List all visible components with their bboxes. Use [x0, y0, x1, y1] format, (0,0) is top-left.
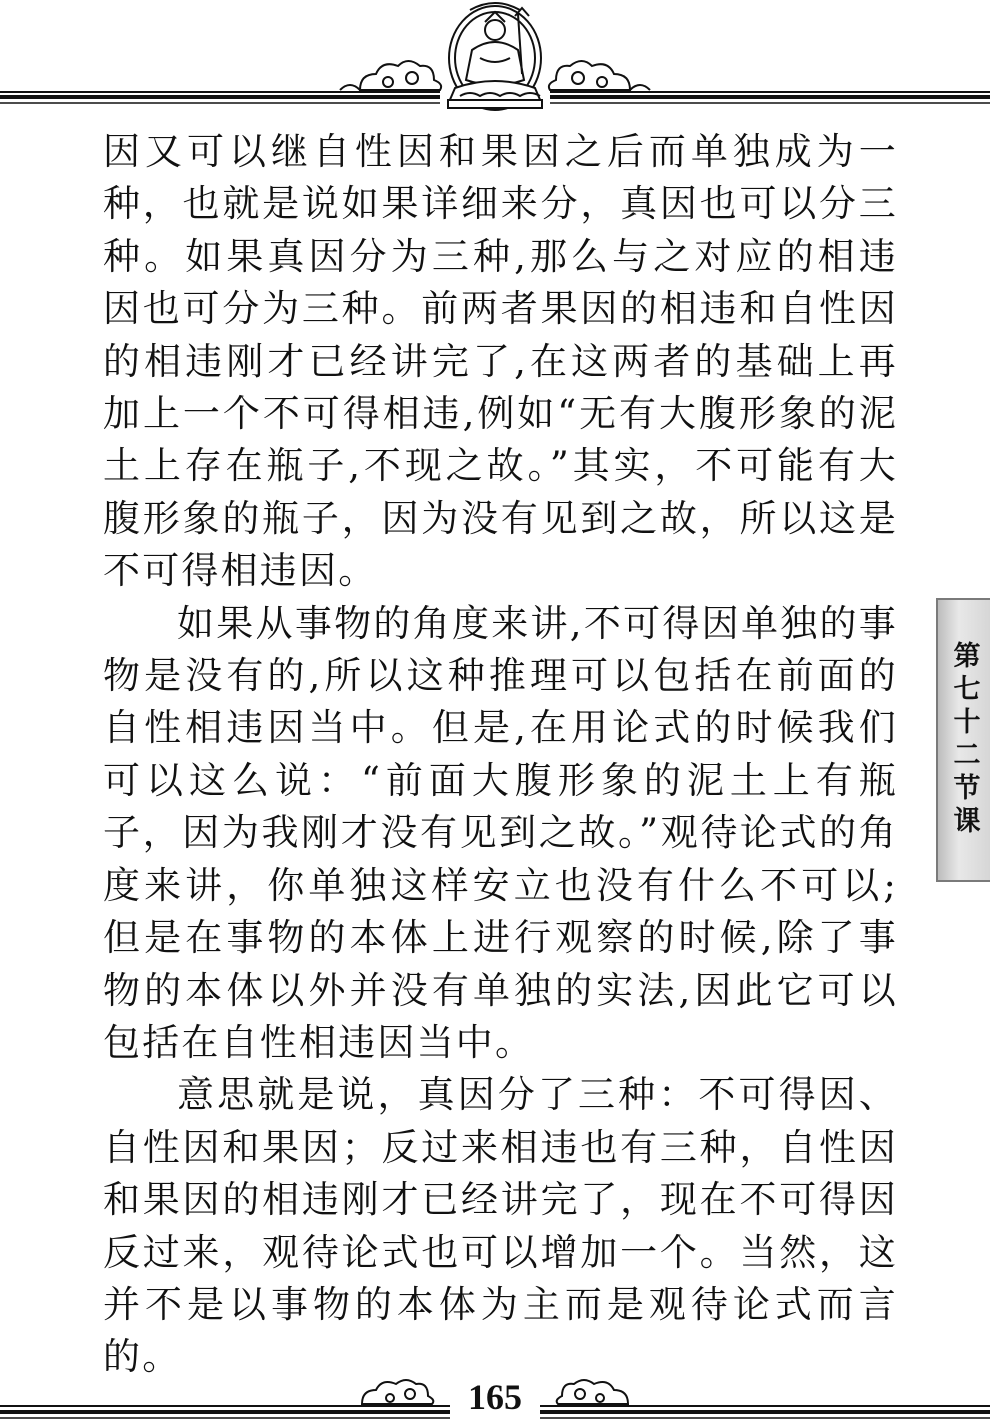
page-header: [0, 0, 990, 115]
paragraph-1: 因又可以继自性因和果因之后而单独成为一种，也就是说如果详细来分，真因也可以分三种。如果真因分为三种,那么与之对应的相违因也可分为三种。前两者果因的相违和自性因的相违刚才已经讲完了,在这两者的基础上再加上一个不可得相违,例如“无有大腹形象的泥土上存在瓶子,不现之故。”其实，不可能有大腹形象的瓶子，因为没有见到之故，所以这是不可得相违因。: [103, 130, 898, 593]
chapter-side-tab-label: 第七十二节课: [948, 641, 980, 839]
paragraph-2: 如果从事物的角度来讲,不可得因单独的事物是没有的,所以这种推理可以包括在前面的自性相违因当中。但是,在用论式的时候我们可以这么说：“前面大腹形象的泥土上有瓶子，因为我刚才没有见到之故。”观待论式的角度来讲，你单独这样安立也没有什么不可以;但是在事物的本体上进行观察的时候,除了事物的本体以外并没有单独的实法,因此它可以包括在自性相违因当中。: [103, 601, 898, 1064]
chapter-side-tab: [936, 598, 990, 882]
main-text: [103, 126, 898, 1384]
cloud-scroll-right-icon: [549, 61, 650, 90]
paragraph-3: 意思就是说，真因分了三种：不可得因、自性因和果因；反过来相违也有三种，自性因和果因的相违刚才已经讲完了，现在不可得因反过来，观待论式也可以增加一个。当然，这并不是以事物的本体为主而是观待论式而言的。: [103, 1073, 898, 1379]
page-number: 165: [455, 1372, 535, 1422]
seated-deity-figure-icon: [448, 3, 542, 110]
header-ornament: [0, 0, 990, 115]
cloud-scroll-left-icon: [340, 61, 441, 90]
